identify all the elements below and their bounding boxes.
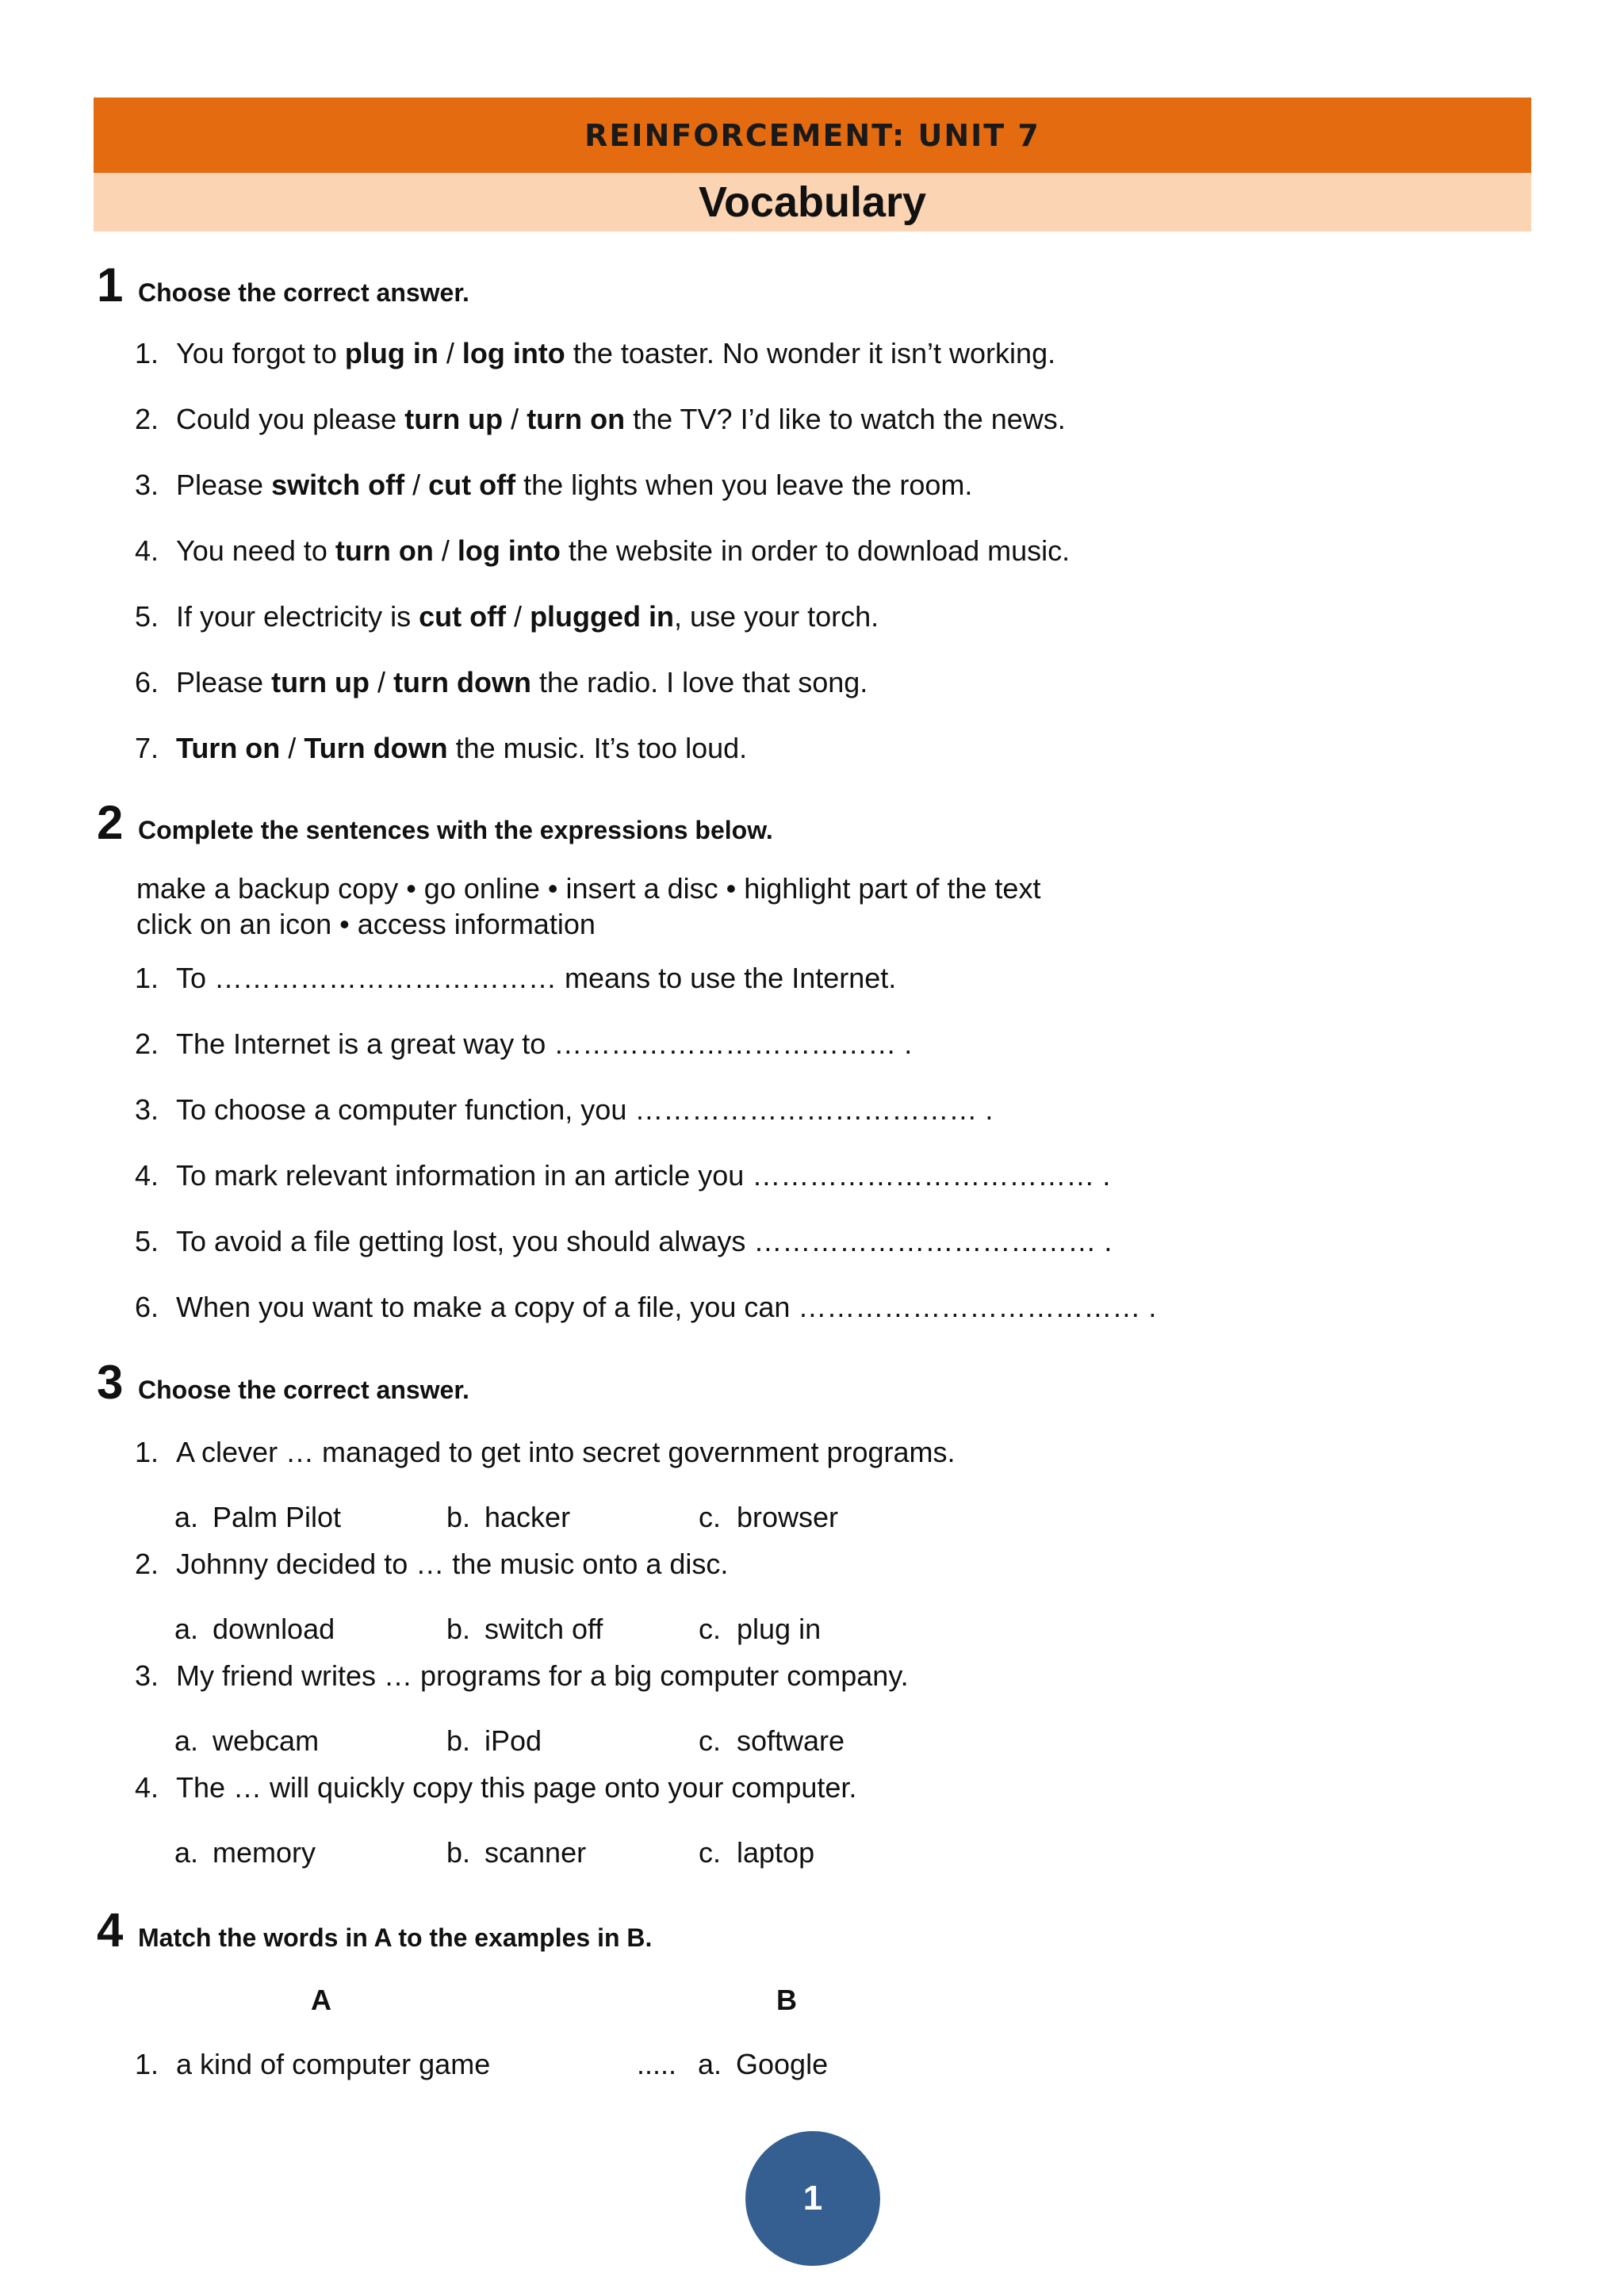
expression-box: [136, 871, 1040, 942]
ex1-item: [135, 534, 1070, 568]
option-text: memory: [213, 1836, 316, 1869]
option-letter: c.: [699, 1613, 722, 1645]
ex3-question: [135, 1548, 728, 1581]
answer-option-1[interactable]: turn on: [335, 534, 434, 567]
item-number: 3.: [135, 1659, 159, 1692]
option-text: webcam: [213, 1724, 320, 1757]
column-a-heading: A: [311, 1984, 331, 2016]
ex2-item: [135, 962, 896, 995]
sentence-start: Please: [176, 469, 272, 501]
sentence-end: , use your torch.: [674, 600, 879, 633]
item-number: 4.: [135, 1771, 159, 1804]
section-banner: [94, 173, 1531, 232]
option-a[interactable]: [174, 1836, 316, 1869]
sentence-end: the website in order to download music.: [560, 534, 1071, 567]
ex2-item: [135, 1159, 1110, 1192]
exercise-instruction: Choose the correct answer.: [138, 278, 469, 307]
sentence-end: the TV? I’d like to watch the news.: [625, 403, 1066, 435]
page-number-badge: [745, 2131, 880, 2266]
item-number: 2.: [135, 403, 159, 435]
exercise-2-header: [97, 795, 773, 851]
item-number: 2.: [135, 1548, 159, 1580]
ex1-item: [135, 732, 747, 765]
option-text: plug in: [737, 1613, 822, 1645]
answer-option-2[interactable]: Turn down: [304, 732, 448, 764]
answer-option-2[interactable]: cut off: [428, 469, 516, 501]
item-number: 5.: [135, 1225, 159, 1257]
answer-option-2[interactable]: log into: [462, 337, 565, 369]
option-text: laptop: [737, 1836, 815, 1869]
item-number: 1.: [135, 2048, 159, 2080]
ex1-item: [135, 666, 868, 699]
option-b[interactable]: [446, 1613, 603, 1646]
option-letter: a.: [174, 1613, 199, 1645]
option-c[interactable]: [699, 1724, 845, 1758]
sentence-with-blank: To choose a computer function, you ……………………………… .: [176, 1093, 994, 1126]
option-separator: /: [433, 534, 458, 567]
item-number: 5.: [135, 600, 159, 633]
item-number: 2.: [135, 1027, 159, 1060]
exercise-instruction: Complete the sentences with the expressions below.: [138, 816, 773, 844]
match-right-text: Google: [736, 2048, 829, 2080]
unit-banner: [94, 98, 1531, 173]
ex1-item: [135, 337, 1055, 370]
option-letter: a.: [698, 2048, 722, 2080]
sentence-with-blank: To mark relevant information in an article you ……………………………… .: [176, 1159, 1111, 1192]
sentence-with-blank: The Internet is a great way to ……………………………… .: [176, 1027, 913, 1060]
sentence-end: the lights when you leave the room.: [515, 469, 973, 501]
option-text: download: [213, 1613, 335, 1645]
option-separator: /: [280, 732, 304, 764]
item-number: 1.: [135, 337, 159, 369]
answer-option-1[interactable]: turn up: [271, 666, 370, 698]
section-title: Vocabulary: [698, 178, 927, 226]
answer-option-1[interactable]: cut off: [419, 600, 507, 633]
ex2-item: [135, 1291, 1156, 1324]
ex2-item: [135, 1093, 993, 1127]
page-number: 1: [802, 2179, 823, 2218]
ex3-question: [135, 1771, 856, 1804]
exercise-instruction: Match the words in A to the examples in B.: [138, 1923, 653, 1952]
question-text: A clever … managed to get into secret government programs.: [176, 1436, 956, 1468]
expression-line: click on an icon • access information: [136, 908, 596, 940]
option-letter: c.: [699, 1501, 722, 1533]
sentence-start: If your electricity is: [176, 600, 419, 633]
ex1-item: [135, 600, 879, 633]
match-left-text: a kind of computer game: [176, 2048, 491, 2080]
answer-option-1[interactable]: switch off: [271, 469, 405, 501]
sentence-start: Please: [176, 666, 272, 698]
option-text: hacker: [485, 1501, 571, 1533]
option-separator: /: [404, 469, 429, 501]
option-a[interactable]: [174, 1501, 341, 1534]
question-text: My friend writes … programs for a big computer company.: [176, 1659, 909, 1692]
match-answer-blank[interactable]: .....: [637, 2048, 677, 2080]
sentence-end: the toaster. No wonder it isn’t working.: [565, 337, 1056, 369]
option-text: scanner: [485, 1836, 587, 1869]
answer-option-1[interactable]: Turn on: [176, 732, 281, 764]
option-separator: /: [438, 337, 462, 369]
option-a[interactable]: [174, 1613, 335, 1646]
unit-title: REINFORCEMENT: UNIT 7: [584, 117, 1040, 153]
exercise-instruction: Choose the correct answer.: [138, 1376, 469, 1404]
ex3-question: [135, 1659, 909, 1693]
option-letter: a.: [174, 1501, 199, 1533]
option-a[interactable]: [174, 1724, 319, 1758]
item-number: 7.: [135, 732, 159, 764]
exercise-number: 2: [97, 796, 124, 849]
item-number: 6.: [135, 666, 159, 698]
question-text: Johnny decided to … the music onto a disc.: [176, 1548, 729, 1580]
answer-option-2[interactable]: plugged in: [530, 600, 675, 633]
option-letter: b.: [446, 1501, 471, 1533]
sentence-with-blank: To avoid a file getting lost, you should always ……………………………… .: [176, 1225, 1113, 1257]
option-b[interactable]: [446, 1836, 586, 1869]
item-number: 3.: [135, 1093, 159, 1126]
item-number: 1.: [135, 1436, 159, 1468]
sentence-with-blank: To ……………………………… means to use the Internet.: [176, 962, 897, 994]
sentence-start: Could you please: [176, 403, 405, 435]
ex3-question: [135, 1436, 956, 1469]
option-text: Palm Pilot: [213, 1501, 342, 1533]
option-text: software: [737, 1724, 845, 1757]
question-text: The … will quickly copy this page onto your computer.: [176, 1771, 857, 1804]
answer-option-2[interactable]: turn down: [393, 666, 532, 698]
answer-option-1[interactable]: turn up: [404, 403, 504, 435]
option-c[interactable]: [699, 1501, 838, 1534]
option-text: iPod: [485, 1724, 542, 1757]
match-row: [135, 2048, 490, 2081]
exercise-number: 3: [97, 1356, 124, 1409]
ex2-item: [135, 1225, 1112, 1258]
item-number: 4.: [135, 1159, 159, 1192]
option-text: browser: [737, 1501, 839, 1533]
match-right: [698, 2048, 828, 2081]
sentence-end: the music. It’s too loud.: [447, 732, 748, 764]
item-number: 6.: [135, 1291, 159, 1323]
option-letter: b.: [446, 1836, 471, 1869]
answer-option-2[interactable]: log into: [457, 534, 561, 567]
answer-option-1[interactable]: plug in: [344, 337, 439, 369]
exercise-3-header: [97, 1355, 469, 1410]
option-separator: /: [506, 600, 530, 633]
exercise-1-header: [97, 258, 469, 313]
option-c[interactable]: [699, 1613, 821, 1646]
option-letter: b.: [446, 1724, 471, 1757]
option-separator: /: [503, 403, 527, 435]
option-b[interactable]: [446, 1724, 542, 1758]
option-b[interactable]: [446, 1501, 570, 1534]
option-c[interactable]: [699, 1836, 814, 1869]
option-letter: b.: [446, 1613, 471, 1645]
expression-line: make a backup copy • go online • insert a disc • highlight part of the text: [136, 872, 1041, 905]
sentence-with-blank: When you want to make a copy of a file, you can ……………………………… .: [176, 1291, 1157, 1323]
ex1-item: [135, 403, 1066, 436]
item-number: 3.: [135, 469, 159, 501]
exercise-number: 1: [97, 258, 124, 312]
item-number: 1.: [135, 962, 159, 994]
sentence-start: You forgot to: [176, 337, 345, 369]
sentence-end: the radio. I love that song.: [531, 666, 868, 698]
sentence-start: You need to: [176, 534, 335, 567]
answer-option-2[interactable]: turn on: [527, 403, 626, 435]
exercise-number: 4: [97, 1904, 124, 1957]
option-letter: a.: [174, 1836, 199, 1869]
ex2-item: [135, 1027, 912, 1061]
option-text: switch off: [485, 1613, 603, 1645]
option-separator: /: [370, 666, 394, 698]
option-letter: a.: [174, 1724, 199, 1757]
ex1-item: [135, 469, 972, 502]
option-letter: c.: [699, 1836, 722, 1869]
item-number: 4.: [135, 534, 159, 567]
column-b-heading: B: [776, 1984, 797, 2016]
option-letter: c.: [699, 1724, 722, 1757]
exercise-4-header: [97, 1903, 652, 1958]
